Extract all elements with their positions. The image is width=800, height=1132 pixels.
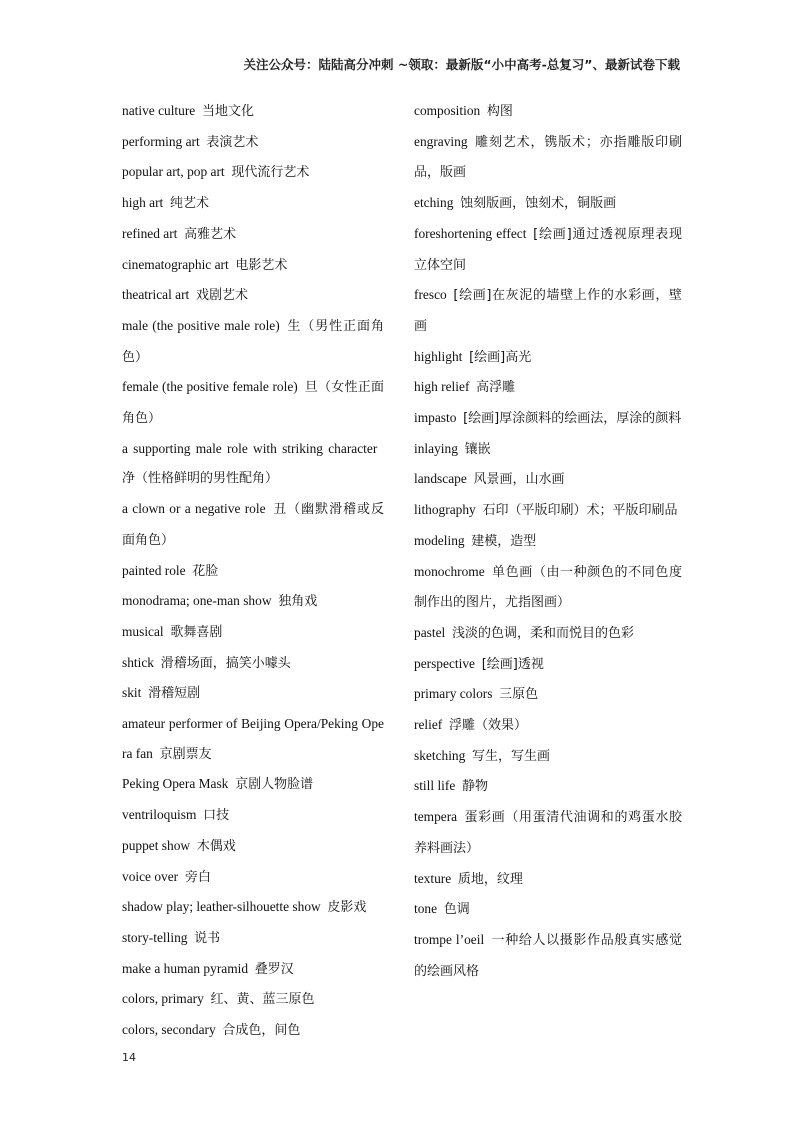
term-english: theatrical art (122, 287, 190, 303)
term-english: etching (414, 195, 454, 211)
glossary-entry (414, 342, 682, 373)
glossary-entry (414, 280, 682, 341)
term-chinese: 写生，写生画 (472, 748, 551, 764)
glossary-entry (414, 219, 682, 280)
term-english: impasto (414, 410, 457, 426)
glossary-entry (122, 586, 384, 617)
term-chinese: 质地，纹理 (457, 871, 523, 887)
term-chinese: 歌舞喜剧 (170, 624, 223, 640)
term-chinese: 表演艺术 (206, 134, 259, 150)
glossary-entry (122, 648, 384, 679)
term-english: perspective (414, 655, 475, 671)
term-english: texture (414, 870, 452, 886)
glossary-entry (414, 127, 682, 188)
term-chinese: 高浮雕 (476, 380, 516, 396)
term-chinese: 石印（平版印刷）术；平版印刷品 (482, 503, 678, 519)
left-glossary-column (122, 96, 384, 1046)
term-chinese: 雕刻艺术，镌版术；亦指雕版印刷品，版画 (414, 134, 682, 181)
term-english: landscape (414, 471, 467, 487)
term-english: engraving (414, 133, 468, 149)
glossary-entry (414, 802, 682, 863)
glossary-entry (122, 372, 384, 433)
term-english: amateur performer of Beijing Opera/Peking Opera fan (122, 716, 384, 761)
glossary-entry (122, 1015, 384, 1046)
glossary-entry (122, 556, 384, 587)
term-english: make a human pyramid (122, 960, 249, 976)
term-english: a clown or a negative role (122, 501, 266, 517)
term-english: ventriloquism (122, 807, 197, 823)
term-chinese: 构图 (486, 104, 513, 119)
term-chinese: 现代流行艺术 (231, 165, 310, 181)
term-english: performing art (122, 133, 200, 149)
term-chinese: 浮雕（效果） (448, 718, 527, 734)
term-chinese: 建模，造型 (471, 533, 537, 549)
glossary-entry (414, 96, 682, 127)
term-english: colors, secondary (122, 1022, 216, 1038)
term-english: modeling (414, 532, 465, 548)
glossary-entry (414, 710, 682, 741)
term-chinese: 说书 (194, 930, 221, 946)
term-english: male (the positive male role) (122, 317, 280, 333)
glossary-entry (122, 769, 384, 800)
term-chinese: 戏剧艺术 (195, 288, 248, 304)
page-number: 14 (122, 1051, 136, 1064)
term-english: a supporting male role with striking character (122, 440, 378, 456)
term-chinese: 木偶戏 (196, 838, 236, 854)
term-chinese: 镶嵌 (464, 441, 491, 457)
term-english: inlaying (414, 440, 458, 456)
term-chinese: 纯艺术 (169, 196, 209, 212)
term-chinese: 皮影戏 (327, 900, 367, 916)
term-english: native culture (122, 103, 196, 118)
glossary-entry (122, 219, 384, 250)
term-chinese: 蚀刻版画，蚀刻术，铜版画 (460, 196, 617, 212)
glossary-entry (122, 709, 384, 769)
term-english: pastel (414, 624, 446, 640)
glossary-entry (122, 831, 384, 862)
term-english: skit (122, 685, 142, 701)
term-english: high relief (414, 379, 470, 395)
term-english: painted role (122, 562, 186, 578)
term-chinese: 电影艺术 (235, 257, 288, 273)
term-chinese: 旦（女性正面角色） (122, 380, 384, 427)
term-chinese: 京剧票友 (159, 746, 212, 762)
glossary-entry (122, 494, 384, 555)
term-english: fresco (414, 287, 447, 303)
term-english: composition (414, 103, 481, 118)
glossary-entry (122, 188, 384, 219)
term-chinese: 净（性格鲜明的男性配角） (122, 471, 279, 487)
glossary-entry (122, 96, 384, 127)
term-english: voice over (122, 868, 179, 884)
glossary-entry (122, 127, 384, 158)
term-chinese: 风景画，山水画 (473, 472, 565, 488)
term-chinese: 合成色，间色 (222, 1023, 301, 1039)
term-english: lithography (414, 502, 476, 518)
glossary-entry (122, 157, 384, 188)
glossary-entry (122, 800, 384, 831)
term-english: popular art, pop art (122, 164, 225, 180)
glossary-entry (414, 557, 682, 618)
glossary-entry (414, 649, 682, 680)
term-english: highlight (414, 348, 463, 364)
glossary-entry (414, 771, 682, 802)
term-chinese: 滑稽短剧 (148, 686, 201, 702)
term-chinese: 当地文化 (201, 104, 254, 119)
glossary-entry (414, 403, 682, 434)
term-chinese: 蛋彩画（用蛋清代油调和的鸡蛋水胶养料画法） (414, 810, 682, 856)
right-glossary-column (414, 96, 682, 986)
term-english: tempera (414, 809, 458, 825)
term-chinese: 一种给人以摄影作品般真实感觉的绘画风格 (414, 932, 682, 979)
term-english: trompe l’oeil (414, 931, 485, 947)
glossary-entry (122, 954, 384, 985)
glossary-entry (122, 892, 384, 923)
glossary-entry (414, 864, 682, 895)
glossary-entry (414, 464, 682, 495)
term-english: tone (414, 901, 438, 917)
term-english: puppet show (122, 837, 191, 853)
term-english: refined art (122, 225, 178, 241)
term-english: shtick (122, 654, 154, 670)
glossary-entry (122, 923, 384, 954)
glossary-entry (414, 188, 682, 219)
term-english: colors, primary (122, 991, 204, 1007)
glossary-entry (122, 434, 384, 494)
term-english: relief (414, 717, 443, 733)
term-chinese: 红、黄、蓝三原色 (210, 992, 315, 1008)
glossary-entry (122, 311, 384, 372)
term-english: monochrome (414, 563, 485, 579)
term-english: high art (122, 195, 164, 211)
term-chinese: 口技 (203, 808, 230, 824)
term-chinese: [绘画]在灰泥的墙壁上作的水彩画，壁画 (414, 288, 682, 334)
glossary-entry (414, 618, 682, 649)
glossary-entry (414, 495, 682, 526)
glossary-entry (414, 925, 682, 986)
glossary-entry (122, 984, 384, 1015)
glossary-entry (122, 617, 384, 648)
term-english: cinematographic art (122, 256, 229, 272)
term-chinese: 浅淡的色调，柔和而悦目的色彩 (451, 625, 634, 641)
term-chinese: 旁白 (184, 869, 211, 885)
term-chinese: [绘画]透视 (481, 656, 544, 672)
term-chinese: 色调 (443, 902, 470, 918)
term-chinese: 滑稽场面，搞笑小噱头 (160, 655, 291, 671)
term-chinese: 三原色 (499, 687, 539, 703)
term-english: sketching (414, 747, 466, 763)
glossary-entry (414, 894, 682, 925)
glossary-entry (414, 434, 682, 465)
term-chinese: 单色画（由一种颜色的不同色度制作出的图片，尤指图画） (414, 564, 682, 611)
term-chinese: 高雅艺术 (184, 226, 237, 242)
term-chinese: [绘画]厚涂颜料的绘画法，厚涂的颜料 (463, 411, 682, 427)
term-chinese: 静物 (462, 779, 489, 795)
term-chinese: 生（男性正面角色） (122, 318, 384, 365)
term-chinese: [绘画]高光 (469, 349, 532, 365)
term-chinese: 京剧人物脸谱 (235, 777, 314, 793)
term-chinese: [绘画]通过透视原理表现立体空间 (414, 226, 682, 273)
term-english: monodrama; one-man show (122, 593, 272, 609)
term-english: still life (414, 778, 456, 794)
term-english: shadow play; leather-silhouette show (122, 899, 321, 915)
glossary-entry (414, 372, 682, 403)
term-chinese: 丑（幽默滑稽或反面角色） (122, 502, 384, 548)
glossary-entry (414, 741, 682, 772)
glossary-entry (414, 526, 682, 557)
glossary-entry (414, 679, 682, 710)
term-english: story-telling (122, 929, 188, 945)
term-english: musical (122, 623, 164, 639)
glossary-entry (122, 280, 384, 311)
term-chinese: 花脸 (192, 563, 219, 579)
term-english: primary colors (414, 686, 493, 702)
glossary-entry (122, 250, 384, 281)
term-english: Peking Opera Mask (122, 776, 229, 792)
term-english: foreshortening effect (414, 225, 527, 241)
term-english: female (the positive female role) (122, 379, 298, 395)
term-chinese: 独角戏 (278, 594, 318, 610)
glossary-entry (122, 678, 384, 709)
term-chinese: 叠罗汉 (254, 961, 294, 977)
page-header: 关注公众号：陆陆高分冲刺 ~领取：最新版“小中高考-总复习”、最新试卷下载 (243, 57, 680, 72)
glossary-entry (122, 862, 384, 893)
